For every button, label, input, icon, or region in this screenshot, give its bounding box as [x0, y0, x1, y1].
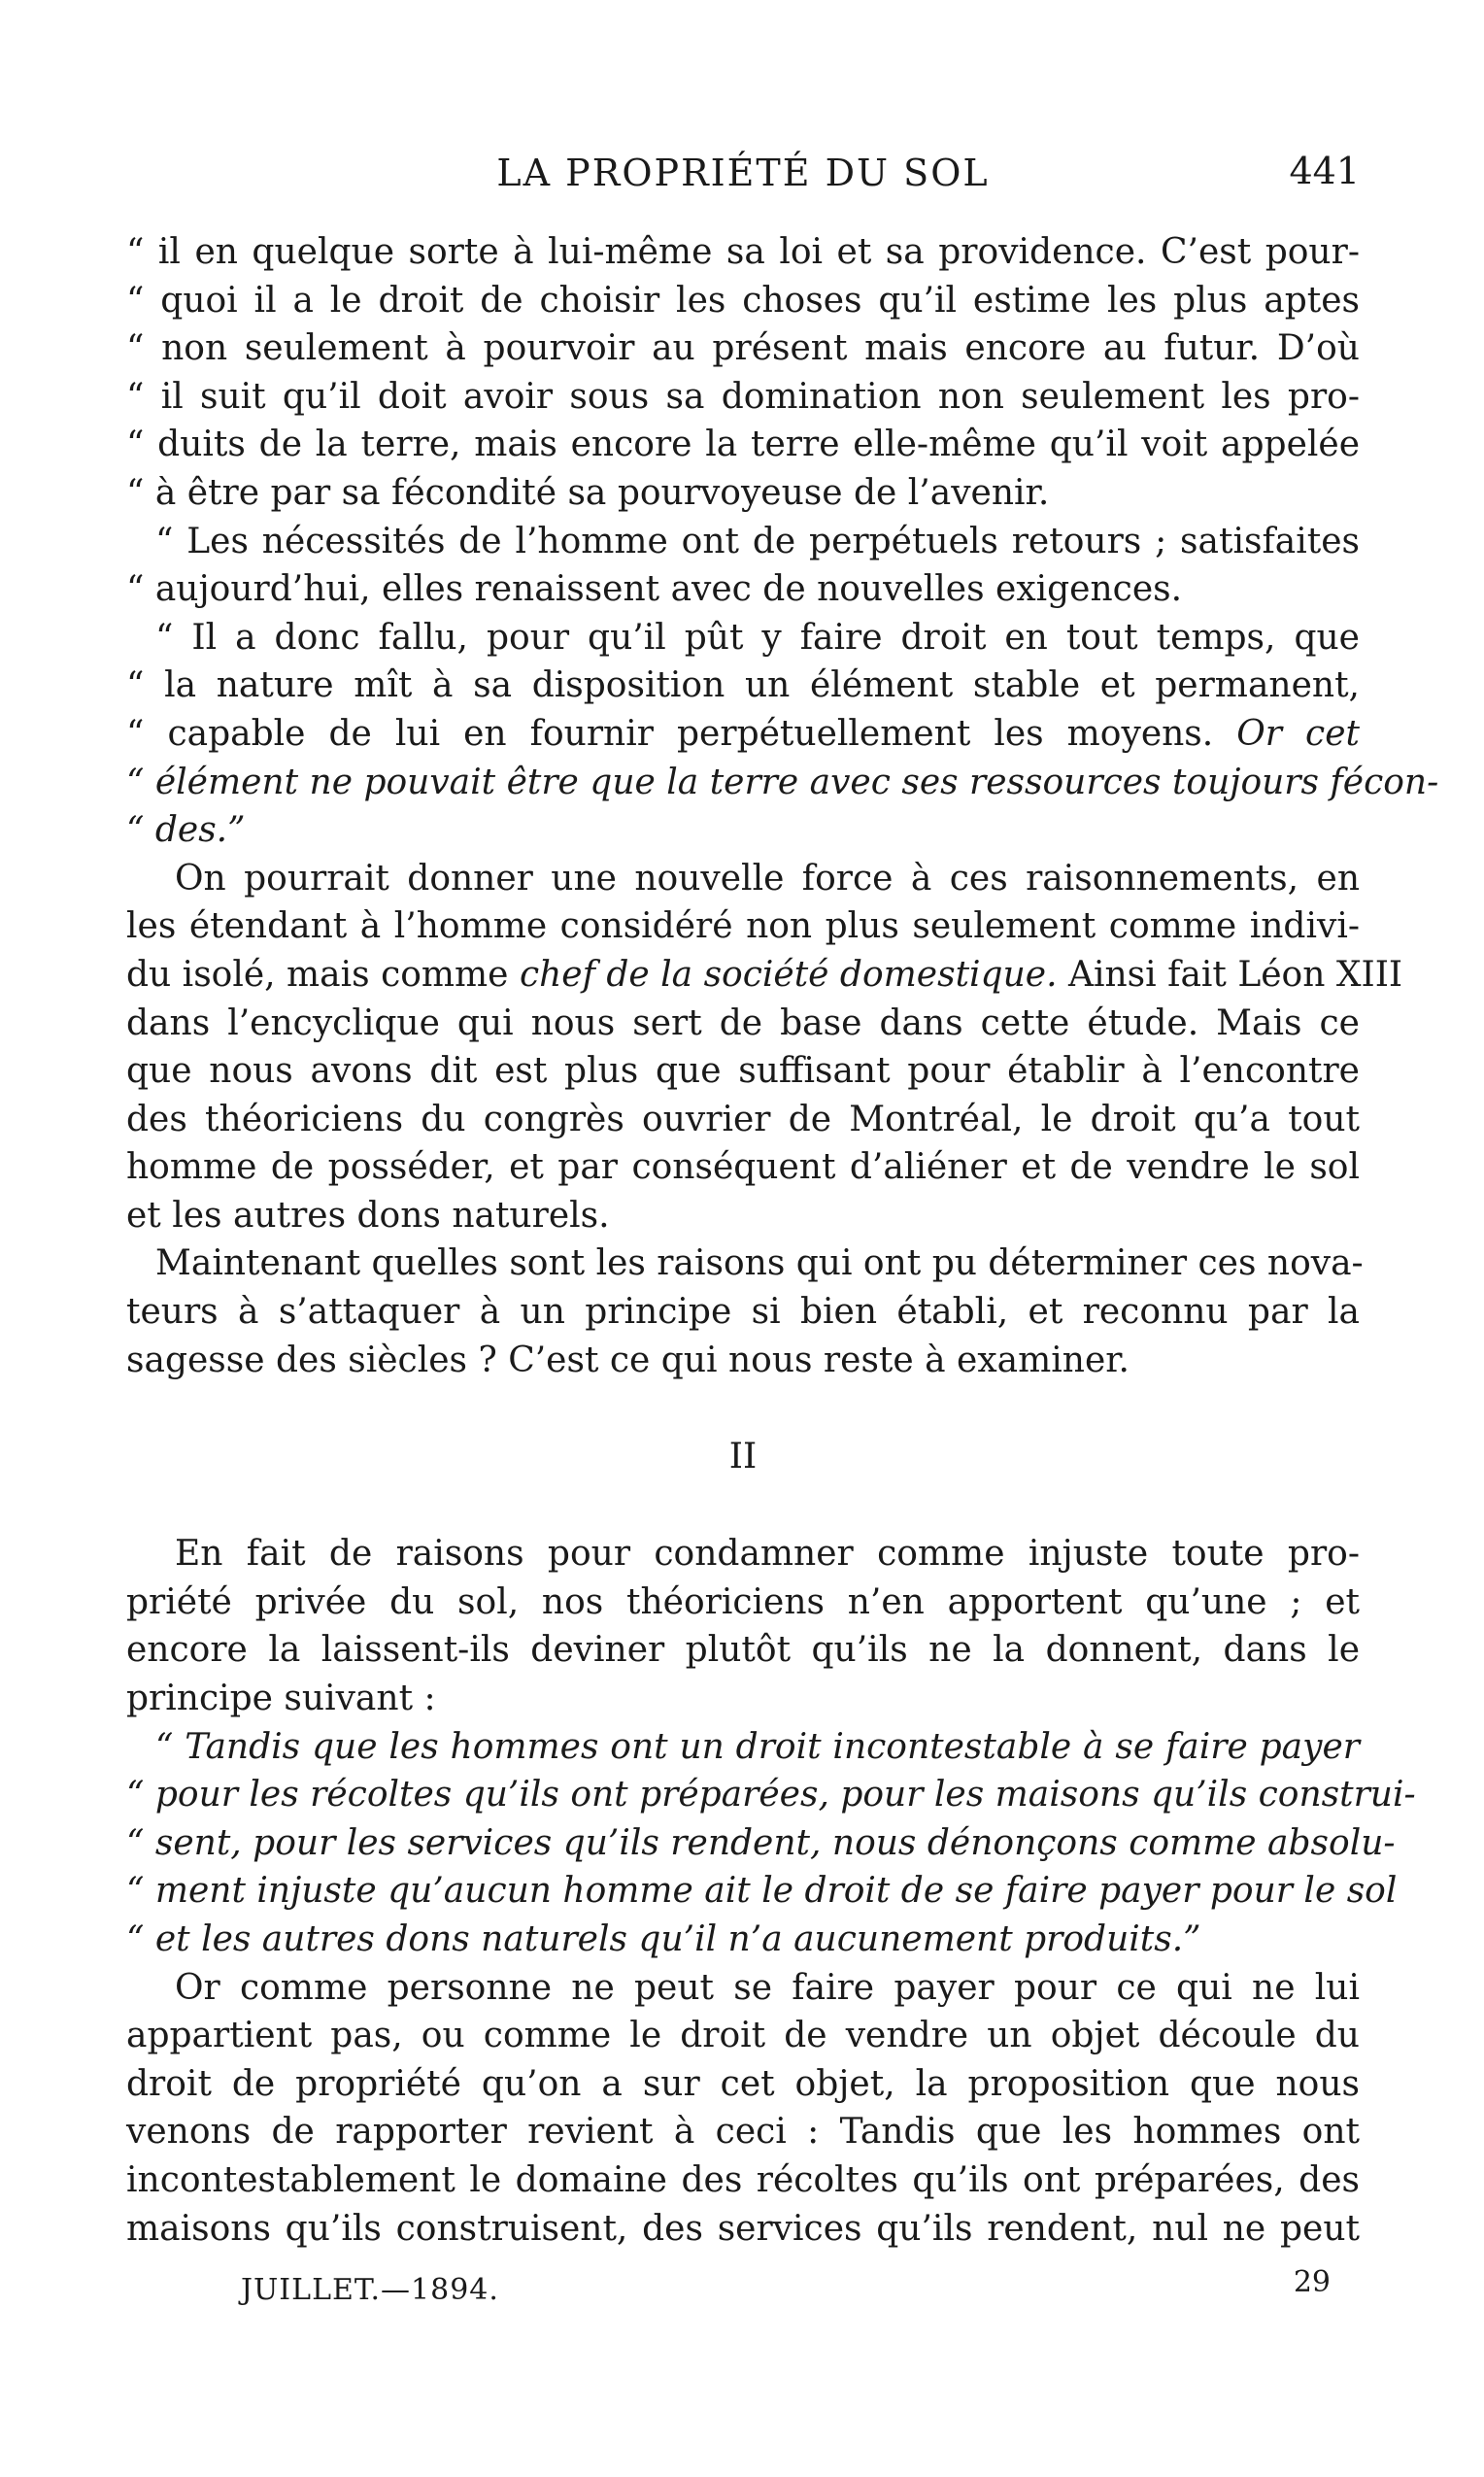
text-line: que nous avons dit est plus que suffisant pour établir à l’encontre — [126, 1051, 1360, 1092]
running-header — [126, 146, 1360, 204]
text-line: appartient pas, ou comme le droit de vendre un objet découle du — [126, 2016, 1360, 2056]
page-footer — [194, 2265, 1331, 2322]
body-text — [126, 228, 1439, 2253]
text-line: En fait de raisons pour condamner comme injuste toute pro- — [175, 1534, 1360, 1575]
page-number: 441 — [1289, 150, 1360, 192]
footer-signature: JUILLET.—1894. — [241, 2273, 499, 2307]
text-line: incontestablement le domaine des récoltes qu’ils ont préparées, des — [126, 2159, 1360, 2200]
text-line: encore la laissent-ils deviner plutôt qu’ils ne la donnent, dans le — [126, 1630, 1360, 1671]
text-line: les étendant à l’homme considéré non plus seulement comme indivi- — [126, 906, 1360, 947]
text-line: “ des.” — [126, 810, 246, 851]
text-line: “ quoi il a le droit de choisir les choses qu’il estime les plus aptes — [126, 280, 1360, 321]
quote-line: “ ment injuste qu’aucun homme ait le droit de se faire payer pour le sol — [126, 1871, 1398, 1912]
text-line: “ non seulement à pourvoir au présent mais encore au futur. D’où — [126, 328, 1360, 369]
text-segment: “ capable de lui en fournir perpétuellement les moyens. — [126, 713, 1214, 754]
text-line: “ il suit qu’il doit avoir sous sa domination non seulement les pro- — [126, 376, 1360, 417]
page-title: LA PROPRIÉTÉ DU SOL — [496, 152, 990, 194]
sheet-number: 29 — [1293, 2265, 1331, 2299]
text-line: et les autres dons naturels. — [126, 1195, 610, 1236]
text-line: priété privée du sol, nos théoriciens n’en apportent qu’une ; et — [126, 1581, 1360, 1622]
text-line: teurs à s’attaquer à un principe si bien établi, et reconnu par la — [126, 1292, 1360, 1333]
text-line: Maintenant quelles sont les raisons qui ont pu déterminer ces nova- — [155, 1243, 1364, 1284]
text-line: sagesse des siècles ? C’est ce qui nous reste à examiner. — [126, 1340, 1130, 1380]
text-line: maisons qu’ils construisent, des services qu’ils rendent, nul ne peut — [126, 2208, 1360, 2249]
text-line: “ élément ne pouvait être que la terre avec ses ressources toujours fécon- — [126, 762, 1439, 802]
text-line-mixed — [126, 710, 1360, 759]
text-line: “ la nature mît à sa disposition un élément stable et permanent, — [126, 665, 1360, 706]
quote-line: “ Tandis que les hommes ont un droit incontestable à se faire payer — [155, 1726, 1360, 1767]
text-line: dans l’encyclique qui nous sert de base dans cette étude. Mais ce — [126, 1002, 1360, 1043]
text-line: des théoriciens du congrès ouvrier de Montréal, le droit qu’a tout — [126, 1099, 1360, 1139]
italic-segment: chef de la société domestique. — [519, 954, 1058, 995]
quote-line: “ sent, pour les services qu’ils rendent, nous dénonçons comme absolu- — [126, 1822, 1396, 1863]
text-segment: Ainsi fait Léon XIII — [1067, 954, 1403, 995]
quote-line: “ et les autres dons naturels qu’il n’a aucunement produits.” — [126, 1919, 1201, 1959]
text-line: Or comme personne ne peut se faire payer pour ce qui ne lui — [175, 1967, 1360, 2008]
text-line: venons de rapporter revient à ceci : Tandis que les hommes ont — [126, 2112, 1360, 2153]
text-line: “ il en quelque sorte à lui-même sa loi et sa providence. C’est pour- — [126, 232, 1360, 272]
text-line: droit de propriété qu’on a sur cet objet, la proposition que nous — [126, 2063, 1360, 2104]
text-line: homme de posséder, et par conséquent d’aliéner et de vendre le sol — [126, 1147, 1360, 1188]
text-line: “ Il a donc fallu, pour qu’il pût y faire droit en tout temps, que — [155, 617, 1360, 658]
text-line-mixed — [126, 951, 1403, 1000]
text-segment: du isolé, mais comme — [126, 954, 509, 995]
text-line: “ aujourd’hui, elles renaissent avec de nouvelles exigences. — [126, 569, 1183, 610]
text-line: On pourrait donner une nouvelle force à ces raisonnements, en — [175, 858, 1360, 899]
italic-segment: Or cet — [1236, 713, 1360, 754]
text-line: “ à être par sa fécondité sa pourvoyeuse de l’avenir. — [126, 472, 1050, 513]
section-number: II — [728, 1437, 758, 1477]
text-line: “ Les nécessités de l’homme ont de perpétuels retours ; satisfaites — [155, 521, 1360, 561]
quote-line: “ pour les récoltes qu’ils ont préparées, pour les maisons qu’ils construi- — [126, 1775, 1416, 1815]
text-line: principe suivant : — [126, 1679, 436, 1719]
text-line: “ duits de la terre, mais encore la terre elle-même qu’il voit appelée — [126, 424, 1360, 465]
